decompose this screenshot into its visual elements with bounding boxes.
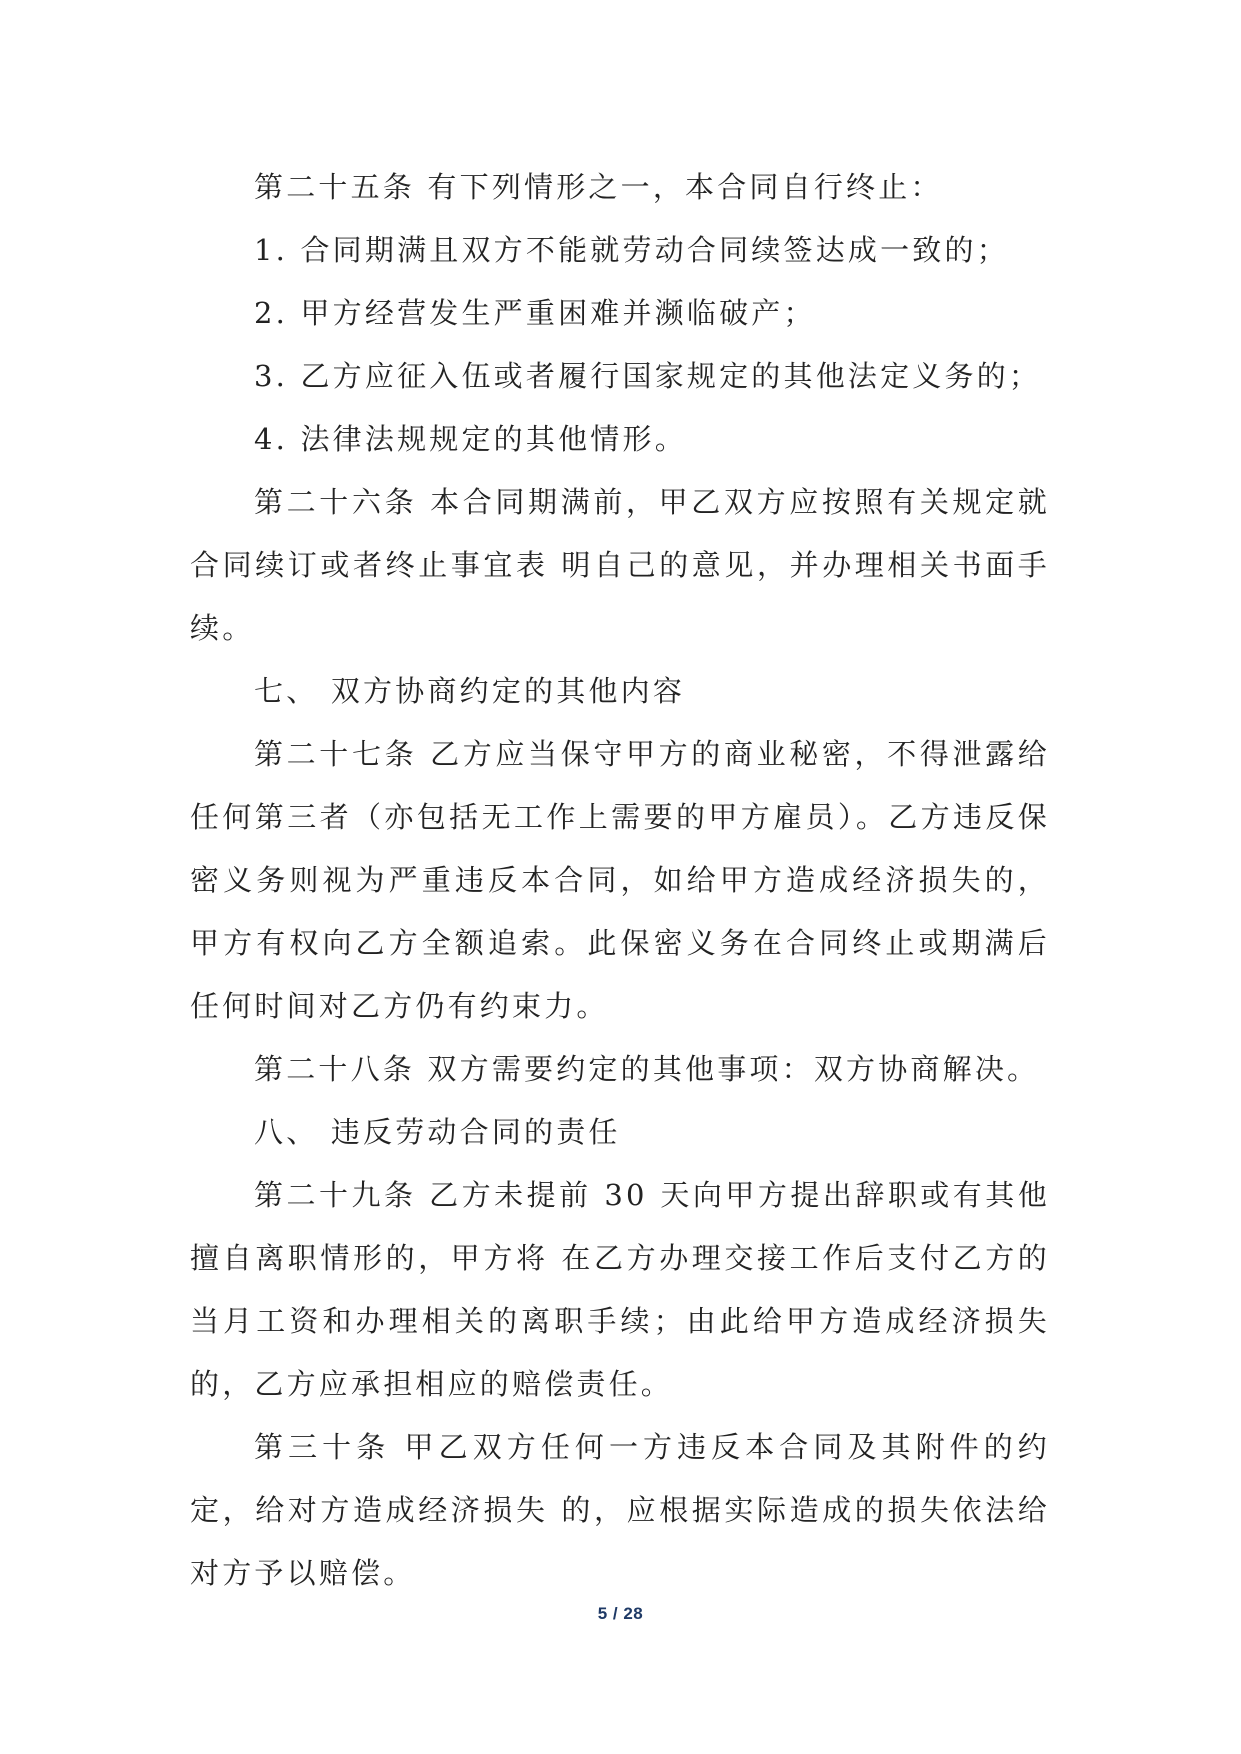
paragraph-article-27: 第二十七条 乙方应当保守甲方的商业秘密，不得泄露给任何第三者（亦包括无工作上需要的甲方雇员）。乙方违反保密义务则视为严重违反本合同，如给甲方造成经济损失的，甲方有权向乙方全额追索。此保密义务在合同终止或期满后任何时间对乙方仍有约束力。 <box>190 737 1050 1023</box>
list-item-1: 1. 合同期满且双方不能就劳动合同续签达成一致的； <box>254 233 1009 267</box>
page-number: 5 / 28 <box>597 1604 644 1623</box>
paragraph-article-25: 第二十五条 有下列情形之一，本合同自行终止： <box>254 170 943 204</box>
paragraph-article-30: 第三十条 甲乙双方任何一方违反本合同及其附件的约定，给对方造成经济损失 的，应根据实际造成的损失依法给对方予以赔偿。 <box>190 1430 1050 1590</box>
document-body <box>190 156 1050 1605</box>
list-item-3: 3. 乙方应征入伍或者履行国家规定的其他法定义务的； <box>254 359 1042 393</box>
paragraph-article-29: 第二十九条 乙方未提前 30 天向甲方提出辞职或有其他擅自离职情形的，甲方将 在乙方办理交接工作后支付乙方的当月工资和办理相关的离职手续；由此给甲方造成经济损失的，乙方应承担相应的赔偿责任。 <box>190 1178 1050 1401</box>
section-heading-8: 八、 违反劳动合同的责任 <box>254 1115 621 1149</box>
paragraph-article-28: 第二十八条 双方需要约定的其他事项：双方协商解决。 <box>254 1052 1040 1086</box>
paragraph-article-26: 第二十六条 本合同期满前，甲乙双方应按照有关规定就合同续订或者终止事宜表 明自己的意见，并办理相关书面手续。 <box>190 485 1050 645</box>
list-item-2: 2. 甲方经营发生严重困难并濒临破产； <box>254 296 816 330</box>
list-item-4: 4. 法律法规规定的其他情形。 <box>254 422 687 456</box>
section-heading-7: 七、 双方协商约定的其他内容 <box>254 674 686 708</box>
